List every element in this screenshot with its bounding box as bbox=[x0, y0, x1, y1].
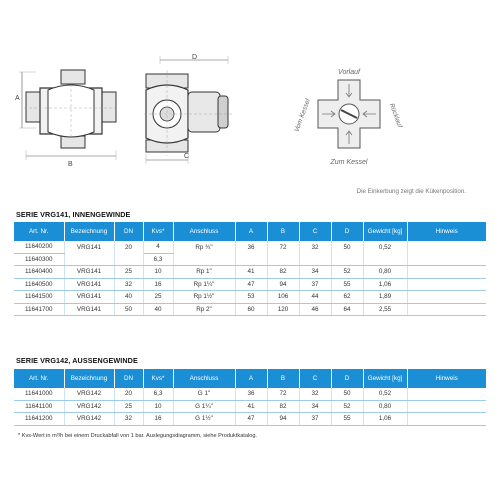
table-cell: 36 bbox=[235, 388, 267, 400]
column-header: A bbox=[235, 222, 267, 241]
table-cell bbox=[407, 253, 486, 266]
table-cell: 4 bbox=[143, 241, 173, 253]
table-cell: 0,52 bbox=[363, 388, 407, 400]
table-cell bbox=[407, 266, 486, 279]
table-cell: 94 bbox=[267, 413, 299, 426]
table-cell bbox=[235, 253, 267, 266]
table-cell: Rp 1" bbox=[173, 266, 235, 279]
table-row bbox=[14, 400, 486, 413]
table-cell: 11641700 bbox=[14, 303, 64, 316]
table-cell: 25 bbox=[114, 400, 143, 413]
column-header: C bbox=[299, 222, 331, 241]
column-header: Anschluss bbox=[173, 369, 235, 388]
column-header: D bbox=[331, 222, 363, 241]
table-cell: 34 bbox=[299, 266, 331, 279]
table-cell: 11640400 bbox=[14, 266, 64, 279]
table-cell: 55 bbox=[331, 413, 363, 426]
table-cell: 62 bbox=[331, 291, 363, 304]
table-cell: 52 bbox=[331, 266, 363, 279]
table-cell: 72 bbox=[267, 388, 299, 400]
column-header: DN bbox=[114, 222, 143, 241]
column-header: Bezeichnung bbox=[64, 222, 114, 241]
table-cell bbox=[407, 278, 486, 291]
table-cell: Rp ¾" bbox=[173, 241, 235, 253]
footnote: * Kvs-Wert in m³/h bei einem Druckabfall von 1 bar. Auslegungsdiagramm, siehe Produktkatalog. bbox=[18, 433, 257, 439]
table-cell: 94 bbox=[267, 278, 299, 291]
table-cell: 40 bbox=[143, 303, 173, 316]
table-cell: 11641500 bbox=[14, 291, 64, 304]
table-cell: 25 bbox=[143, 291, 173, 304]
table-cell: 1,06 bbox=[363, 413, 407, 426]
table-cell bbox=[331, 253, 363, 266]
column-header: DN bbox=[114, 369, 143, 388]
table-cell: 60 bbox=[235, 303, 267, 316]
column-header: Hinweis bbox=[407, 222, 486, 241]
table-cell: 11641100 bbox=[14, 400, 64, 413]
table-cell: 10 bbox=[143, 400, 173, 413]
table-cell bbox=[299, 253, 331, 266]
dim-label-b: B bbox=[68, 161, 73, 168]
table-row bbox=[14, 253, 486, 266]
side-view-drawing bbox=[140, 50, 238, 170]
table-cell: VRG141 bbox=[64, 278, 114, 291]
table-cell: 41 bbox=[235, 400, 267, 413]
diagram-label-left: Vom Kessel bbox=[293, 98, 312, 133]
table-cell: 64 bbox=[331, 303, 363, 316]
table-cell: 0,80 bbox=[363, 400, 407, 413]
table-cell: Rp 1½" bbox=[173, 291, 235, 304]
table-cell: 1,06 bbox=[363, 278, 407, 291]
table-cell bbox=[407, 413, 486, 426]
table-row bbox=[14, 291, 486, 304]
dim-label-d: D bbox=[192, 54, 198, 61]
table-row bbox=[14, 241, 486, 253]
table-cell: 6,3 bbox=[143, 253, 173, 266]
column-header: A bbox=[235, 369, 267, 388]
dim-label-a: A bbox=[15, 95, 20, 102]
table-cell bbox=[407, 303, 486, 316]
table-vrg142 bbox=[14, 369, 486, 426]
table-cell bbox=[114, 253, 143, 266]
table-row bbox=[14, 266, 486, 279]
table-cell: 41 bbox=[235, 266, 267, 279]
column-header: Kvs* bbox=[143, 222, 173, 241]
column-header: Gewicht [kg] bbox=[363, 222, 407, 241]
table-cell: 32 bbox=[114, 413, 143, 426]
table-cell: VRG141 bbox=[64, 241, 114, 253]
table-cell bbox=[407, 388, 486, 400]
table-cell: VRG142 bbox=[64, 388, 114, 400]
column-header: B bbox=[267, 222, 299, 241]
table-vrg141 bbox=[14, 222, 486, 316]
diagram-label-top: Vorlauf bbox=[338, 69, 360, 76]
table-cell: VRG142 bbox=[64, 400, 114, 413]
table-cell: Rp 1¼" bbox=[173, 278, 235, 291]
table-cell: VRG141 bbox=[64, 291, 114, 304]
table-header-row bbox=[14, 222, 486, 241]
table-cell: 120 bbox=[267, 303, 299, 316]
table-cell: 32 bbox=[299, 241, 331, 253]
table1-title: SERIE VRG141, INNENGEWINDE bbox=[16, 210, 131, 219]
table-cell: 20 bbox=[114, 241, 143, 253]
table-cell bbox=[407, 400, 486, 413]
column-header: C bbox=[299, 369, 331, 388]
table-cell: VRG141 bbox=[64, 266, 114, 279]
table-cell: 55 bbox=[331, 278, 363, 291]
table-cell: 2,55 bbox=[363, 303, 407, 316]
table-cell: Rp 2" bbox=[173, 303, 235, 316]
table-cell: 53 bbox=[235, 291, 267, 304]
table-cell bbox=[64, 253, 114, 266]
table-cell bbox=[363, 253, 407, 266]
table-cell: 34 bbox=[299, 400, 331, 413]
dim-label-c: C bbox=[184, 153, 190, 160]
table-cell: 40 bbox=[114, 291, 143, 304]
column-header: Gewicht [kg] bbox=[363, 369, 407, 388]
table-cell bbox=[173, 253, 235, 266]
table-cell: 0,52 bbox=[363, 241, 407, 253]
table-row bbox=[14, 303, 486, 316]
table-cell: 36 bbox=[235, 241, 267, 253]
column-header: Bezeichnung bbox=[64, 369, 114, 388]
table-cell: 82 bbox=[267, 400, 299, 413]
table-cell: 25 bbox=[114, 266, 143, 279]
table-cell: 37 bbox=[299, 278, 331, 291]
table-cell: 82 bbox=[267, 266, 299, 279]
column-header: D bbox=[331, 369, 363, 388]
table-cell: 11640200 bbox=[14, 241, 64, 253]
table-cell: 50 bbox=[331, 241, 363, 253]
table-cell: 11641200 bbox=[14, 413, 64, 426]
table-cell: 47 bbox=[235, 413, 267, 426]
table-cell: VRG141 bbox=[64, 303, 114, 316]
table-cell: 50 bbox=[331, 388, 363, 400]
table-cell: 52 bbox=[331, 400, 363, 413]
table-cell bbox=[267, 253, 299, 266]
table-cell: VRG142 bbox=[64, 413, 114, 426]
table-cell: 10 bbox=[143, 266, 173, 279]
table-cell: 32 bbox=[299, 388, 331, 400]
front-view-drawing bbox=[14, 66, 132, 174]
table2-title: SERIE VRG142, AUSSENGEWINDE bbox=[16, 356, 138, 365]
table-cell: G 1¼" bbox=[173, 400, 235, 413]
table-cell: 0,80 bbox=[363, 266, 407, 279]
column-header: Anschluss bbox=[173, 222, 235, 241]
table-cell: 11640500 bbox=[14, 278, 64, 291]
table-cell: 11641000 bbox=[14, 388, 64, 400]
table-cell: 32 bbox=[114, 278, 143, 291]
table-cell: 1,89 bbox=[363, 291, 407, 304]
column-header: Art. Nr. bbox=[14, 369, 64, 388]
table-cell: 106 bbox=[267, 291, 299, 304]
column-header: Kvs* bbox=[143, 369, 173, 388]
table-cell: 20 bbox=[114, 388, 143, 400]
table-cell: 72 bbox=[267, 241, 299, 253]
table-cell: 46 bbox=[299, 303, 331, 316]
diagram-label-bottom: Zum Kessel bbox=[330, 159, 368, 166]
column-header: Hinweis bbox=[407, 369, 486, 388]
table-row bbox=[14, 388, 486, 400]
table-cell: 44 bbox=[299, 291, 331, 304]
table-cell: 16 bbox=[143, 413, 173, 426]
figure-caption: Die Einkerbung zeigt die Kükenposition. bbox=[356, 188, 466, 195]
table-cell: 47 bbox=[235, 278, 267, 291]
table-header-row bbox=[14, 369, 486, 388]
table-row bbox=[14, 413, 486, 426]
table-row bbox=[14, 278, 486, 291]
table-cell bbox=[407, 291, 486, 304]
diagram-label-right: Rücklauf bbox=[387, 102, 404, 129]
column-header: Art. Nr. bbox=[14, 222, 64, 241]
column-header: B bbox=[267, 369, 299, 388]
table-cell: G 1" bbox=[173, 388, 235, 400]
table-cell: 6,3 bbox=[143, 388, 173, 400]
table-cell: G 1½" bbox=[173, 413, 235, 426]
table-cell: 11640300 bbox=[14, 253, 64, 266]
table-cell: 50 bbox=[114, 303, 143, 316]
table-cell: 16 bbox=[143, 278, 173, 291]
flow-diagram bbox=[290, 62, 408, 170]
table-cell bbox=[407, 241, 486, 253]
table-cell: 37 bbox=[299, 413, 331, 426]
